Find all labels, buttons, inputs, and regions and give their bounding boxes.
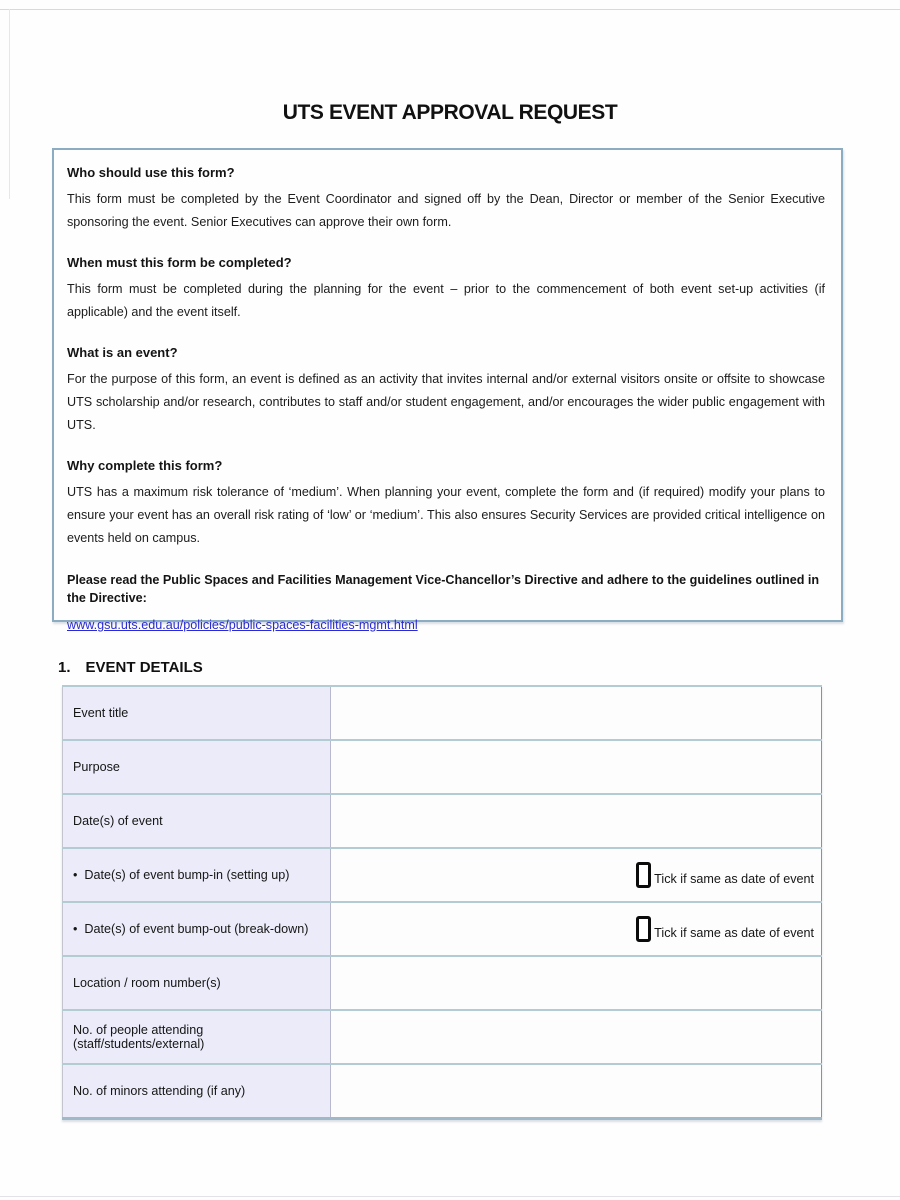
table-row	[63, 794, 822, 848]
section-title: EVENT DETAILS	[85, 659, 203, 676]
event-details-table	[62, 685, 822, 1120]
tick-same-as-event-date	[331, 916, 821, 942]
intro-heading: What is an event?	[67, 345, 178, 360]
intro-section-what	[67, 345, 825, 437]
intro-body: This form must be completed by the Event Coordinator and signed off by the Dean, Director or member of the Senior Executive sponsoring the event. Senior Executives can approve their own form.	[67, 192, 825, 229]
page-edge-line	[0, 9, 900, 10]
event-dates-input-cell[interactable]	[331, 794, 822, 848]
table-row	[63, 1010, 822, 1064]
minors-attending-label: No. of minors attending (if any)	[63, 1064, 331, 1118]
directive-link[interactable]: www.gsu.uts.edu.au/policies/public-spaces-facilities-mgmt.html	[67, 618, 418, 632]
table-row	[63, 1064, 822, 1118]
location-label: Location / room number(s)	[63, 956, 331, 1010]
section-number: 1.	[58, 659, 71, 676]
bump-out-dates-label: • Date(s) of event bump-out (break-down)	[63, 902, 331, 956]
people-attending-input-cell[interactable]	[331, 1010, 822, 1064]
tick-same-as-event-date	[331, 862, 821, 888]
event-title-label: Event title	[63, 686, 331, 740]
table-row	[63, 902, 822, 956]
event-title-input-cell[interactable]	[331, 686, 822, 740]
page-edge-line	[0, 1196, 900, 1197]
intro-heading: Who should use this form?	[67, 165, 235, 180]
table-row	[63, 956, 822, 1010]
table-row	[63, 848, 822, 902]
intro-instructions-box	[52, 148, 843, 632]
intro-body: For the purpose of this form, an event is defined as an activity that invites internal and/or external visitors onsite or offsite to showcase UTS scholarship and/or research, contributes to staff and/or student engagement, and/or encourages the wider public engagement with UTS.	[67, 372, 825, 432]
location-input-cell[interactable]	[331, 956, 822, 1010]
intro-body: This form must be completed during the planning for the event – prior to the commencement of both event set-up activities (if applicable) and the event itself.	[67, 282, 825, 319]
intro-section-when	[67, 255, 825, 324]
purpose-label: Purpose	[63, 740, 331, 794]
purpose-input-cell[interactable]	[331, 740, 822, 794]
bump-in-dates-input-cell[interactable]	[331, 848, 822, 902]
bump-in-dates-label: • Date(s) of event bump-in (setting up)	[63, 848, 331, 902]
table-row	[63, 686, 822, 740]
people-attending-label: No. of people attending (staff/students/external)	[63, 1010, 331, 1064]
minors-attending-input-cell[interactable]	[331, 1064, 822, 1118]
intro-heading: Why complete this form?	[67, 458, 223, 473]
checkbox-label: Tick if same as date of event	[654, 872, 814, 886]
page-title: UTS EVENT APPROVAL REQUEST	[282, 101, 618, 124]
intro-section-who	[67, 165, 825, 234]
bump-out-dates-input-cell[interactable]	[331, 902, 822, 956]
table-row	[63, 740, 822, 794]
intro-section-why	[67, 458, 825, 550]
checkbox-label: Tick if same as date of event	[654, 926, 814, 940]
tick-same-as-event-date-checkbox[interactable]	[636, 916, 651, 942]
tick-same-as-event-date-checkbox[interactable]	[636, 862, 651, 888]
event-dates-label: Date(s) of event	[63, 794, 331, 848]
section-1-heading	[58, 659, 203, 676]
intro-body: UTS has a maximum risk tolerance of ‘medium’. When planning your event, complete the form and (if required) modify your plans to ensure your event has an overall risk rating of ‘low’ or ‘medium’. This also ensures Security Services are provided critical intelligence on events held on campus.	[67, 485, 825, 545]
intro-heading: When must this form be completed?	[67, 255, 292, 270]
directive-note: Please read the Public Spaces and Facilities Management Vice-Chancellor’s Directive and adhere to the guidelines outlined in the Directive:	[67, 573, 820, 605]
